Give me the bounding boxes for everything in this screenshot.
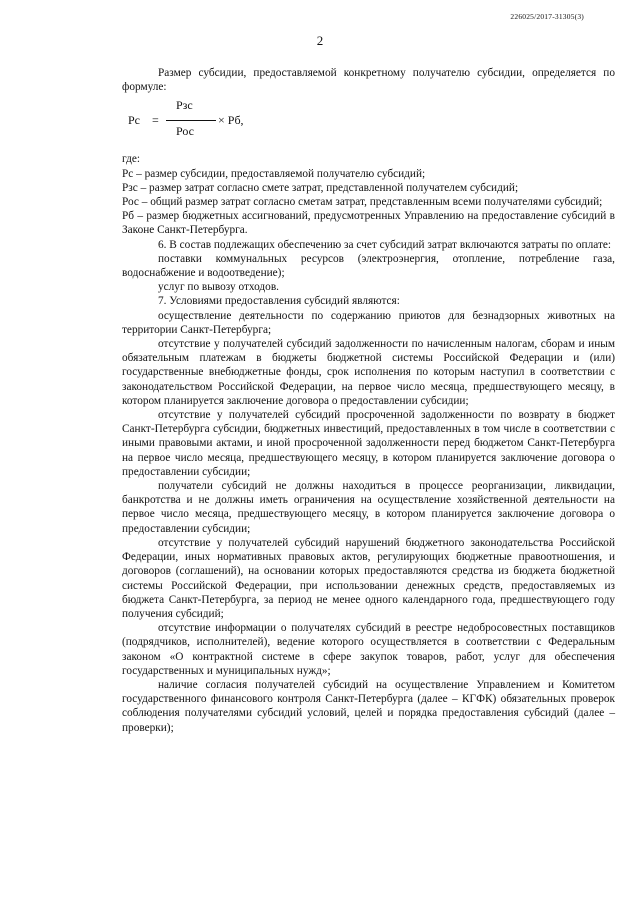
formula-lhs: Рс bbox=[128, 113, 140, 128]
paragraph-def-rb: Рб – размер бюджетных ассигнований, предусмотренных Управлению на предоставление субсидий в Законе Санкт-Петербурга. bbox=[122, 210, 615, 237]
paragraph-formula-intro: Размер субсидии, предоставляемой конкретному получателю субсидии, определяется по формуле: bbox=[122, 67, 615, 94]
paragraph-condition-tax-debt: отсутствие у получателей субсидий задолженности по начисленным налогам, сборам и иным обязательным платежам в бюджеты бюджетной системы Российской Федерации и (или) государственные внебюджетные фонды, срок исполнения по которым наступил в соответствии с законодательством Российской Федерации, на первое число месяца, предшествующего месяцу, в котором планируется заключение договора о предоставлении субсидии; bbox=[122, 338, 615, 407]
paragraph-waste: услуг по вывозу отходов. bbox=[158, 281, 279, 294]
paragraph-condition-reorganization: получатели субсидий не должны находиться в процессе реорганизации, ликвидации, банкротства и не должны иметь ограничения на осуществление хозяйственной деятельности на первое число месяца, предшествующего месяцу, в котором планируется заключение договора о предоставлении субсидии; bbox=[122, 480, 615, 535]
paragraph-condition-registry: отсутствие информации о получателях субсидий в реестре недобросовестных поставщиков (подрядчиков, исполнителей), ведение которого осуществляется в соответствии с Федеральным законом «О контрактной системе в сфере закупок товаров, работ, услуг для обеспечения государственных и муниципальных нужд»; bbox=[122, 622, 615, 677]
document-id: 226025/2017-31305(3) bbox=[510, 12, 584, 21]
paragraph-item-6: 6. В состав подлежащих обеспечению за счет субсидий затрат включаются затраты по оплате: bbox=[158, 238, 612, 251]
subsidy-formula bbox=[122, 94, 615, 148]
document-body bbox=[122, 66, 615, 735]
paragraph-utilities: поставки коммунальных ресурсов (электроэнергия, отопление, потребление газа, водоснабжение и водоотведение); bbox=[122, 252, 615, 280]
paragraph-condition-overdue-debt: отсутствие у получателей субсидий просроченной задолженности по возврату в бюджет Санкт-Петербурга субсидии, бюджетных инвестиций, предоставленных в том числе в соответствии с иными правовыми актами, и иной просроченной задолженности перед бюджетом Санкт-Петербурга на первое число месяца, предшествующего месяцу, в котором планируется заключение договора о предоставлении субсидии; bbox=[122, 409, 615, 478]
paragraph-condition-budget-violations: отсутствие у получателей субсидий нарушений бюджетного законодательства Российской Федерации, иных нормативных правовых актов, регулирующих бюджетные правоотношения, и договоров (соглашений), на основании которых предоставляются средства из бюджета бюджетной системы Российской Федерации, при использовании денежных средств, предоставляемых из бюджета Санкт-Петербурга, за период не менее одного календарного года, предшествующего году получения субсидий; bbox=[122, 536, 615, 620]
paragraph-def-rs: Рс – размер субсидии, предоставляемой получателю субсидий; bbox=[122, 167, 426, 180]
paragraph-condition-consent: наличие согласия получателей субсидий на осуществление Управлением и Комитетом государственного финансового контроля Санкт-Петербурга (далее – КГФК) обязательных проверок соблюдения получателями субсидий условий, целей и порядка предоставления субсидий (далее – проверки); bbox=[122, 678, 615, 734]
page-number: 2 bbox=[316, 33, 324, 48]
formula-tail: × Рб, bbox=[218, 113, 244, 128]
formula-denominator: Рос bbox=[176, 124, 194, 139]
paragraph-def-rzs: Рзс – размер затрат согласно смете затрат, представленной получателем субсидий; bbox=[122, 181, 519, 194]
formula-numerator: Рзс bbox=[176, 98, 193, 113]
paragraph-where: где: bbox=[122, 153, 140, 166]
paragraph-def-ros: Рос – общий размер затрат согласно сметам затрат, представленным всеми получателями субсидий; bbox=[122, 196, 603, 209]
paragraph-condition-shelters: осуществление деятельности по содержанию приютов для безнадзорных животных на территории Санкт-Петербурга; bbox=[122, 309, 615, 336]
fraction-bar bbox=[166, 120, 216, 121]
formula-equals: = bbox=[152, 113, 159, 128]
paragraph-item-7: 7. Условиями предоставления субсидий являются: bbox=[158, 295, 400, 308]
